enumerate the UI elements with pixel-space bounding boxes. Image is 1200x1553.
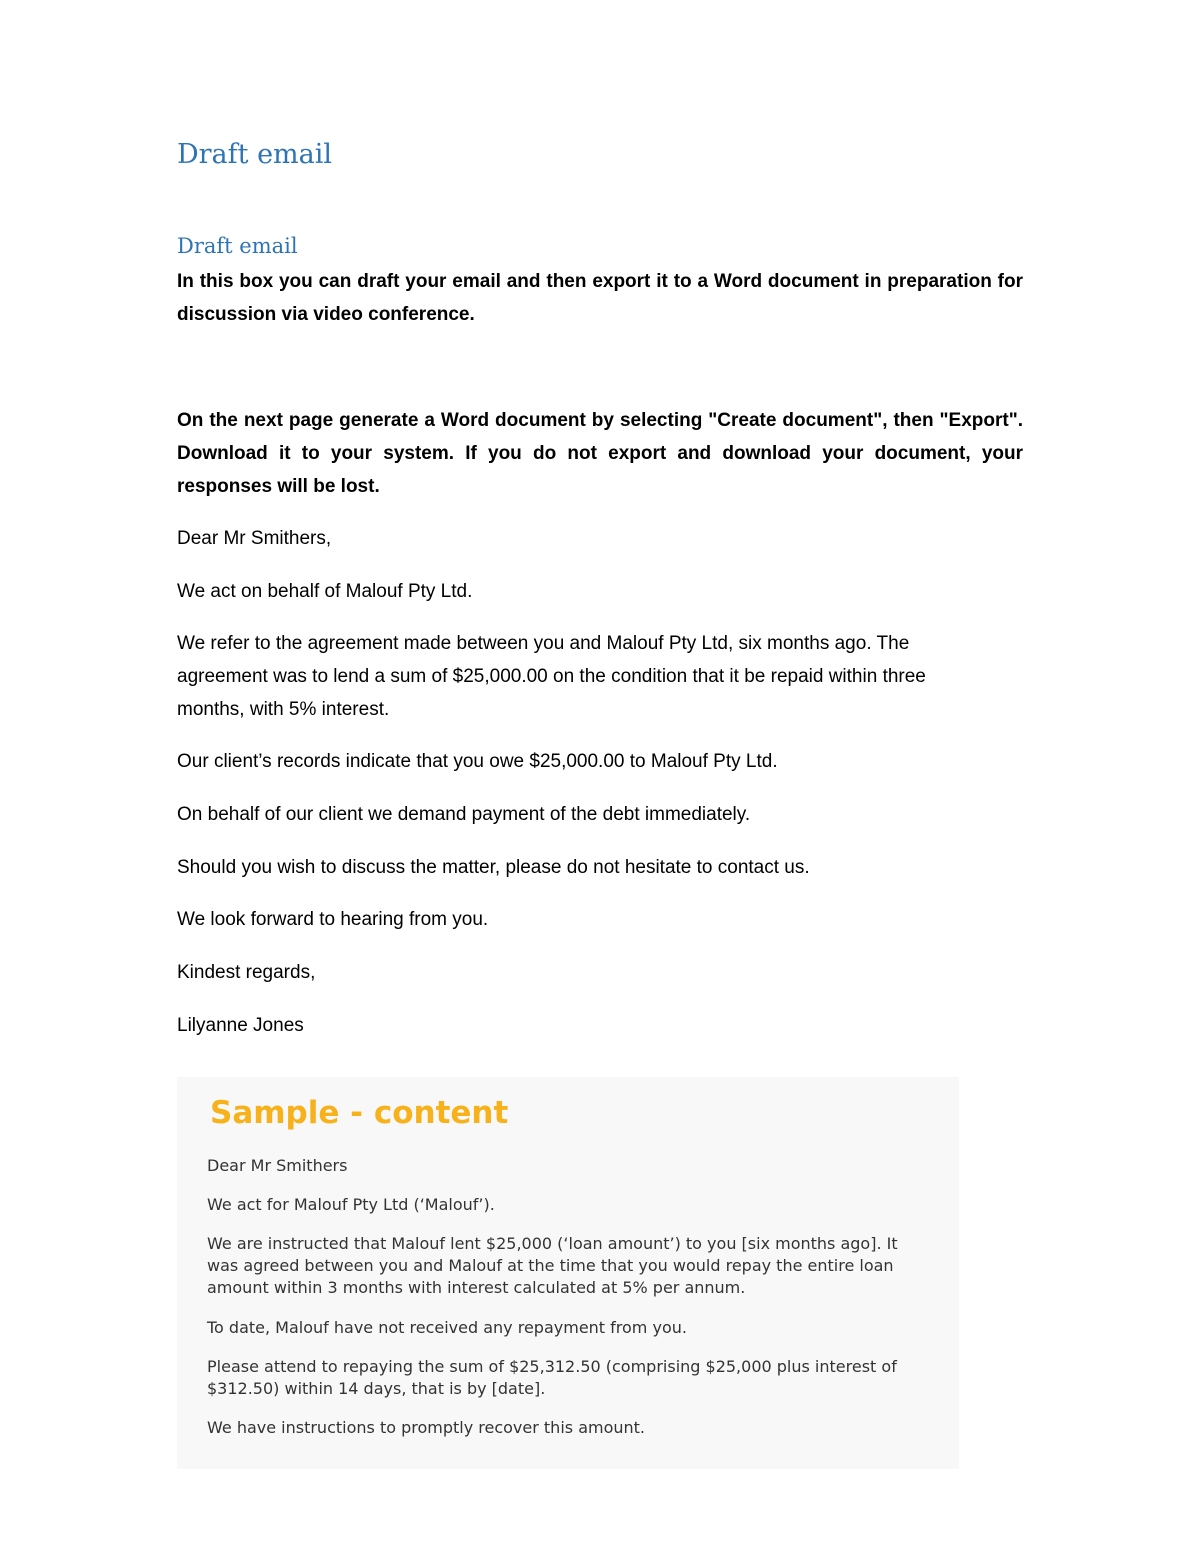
letter-paragraph: On behalf of our client we demand payment of the debt immediately. [177,804,751,825]
letter-greeting: Dear Mr Smithers, [177,528,332,549]
sample-paragraph: We are instructed that Malouf lent $25,000 (‘loan amount’) to you [six months ago]. It was agreed between you and Malouf at the time that you would repay the entire loan amount within 3 months with interest calculated at 5% per annum. [207,1234,898,1297]
instruction-paragraph-1: In this box you can draft your email and then export it to a Word document in preparation for discussion via video conference. [177,271,1023,325]
page-title: Draft email [177,139,333,170]
letter-paragraph: We look forward to hearing from you. [177,909,489,930]
sample-title: Sample - content [210,1095,509,1131]
letter-signature: Lilyanne Jones [177,1015,304,1036]
sample-paragraph: We have instructions to promptly recover this amount. [207,1418,646,1437]
sample-paragraph: To date, Malouf have not received any repayment from you. [207,1318,687,1337]
sample-greeting: Dear Mr Smithers [207,1156,348,1175]
letter-paragraph: We act on behalf of Malouf Pty Ltd. [177,581,473,602]
section-heading: Draft email [177,234,298,258]
instruction-paragraph-2: On the next page generate a Word document by selecting "Create document", then "Export". Download it to your system. If you do not export and download your document, your responses will be lost. [177,410,1023,497]
sample-content-image [177,1077,959,1469]
letter-closing: Kindest regards, [177,962,316,983]
letter-paragraph: Should you wish to discuss the matter, please do not hesitate to contact us. [177,857,810,878]
letter-paragraph: Our client’s records indicate that you owe $25,000.00 to Malouf Pty Ltd. [177,751,778,772]
sample-paragraph: We act for Malouf Pty Ltd (‘Malouf’). [207,1195,495,1214]
sample-paragraph: Please attend to repaying the sum of $25,312.50 (comprising $25,000 plus interest of $312.50) within 14 days, that is by [date]. [207,1357,897,1398]
letter-paragraph: We refer to the agreement made between you and Malouf Pty Ltd, six months ago. The agreement was to lend a sum of $25,000.00 on the condition that it be repaid within three months, with 5% interest. [177,633,926,720]
